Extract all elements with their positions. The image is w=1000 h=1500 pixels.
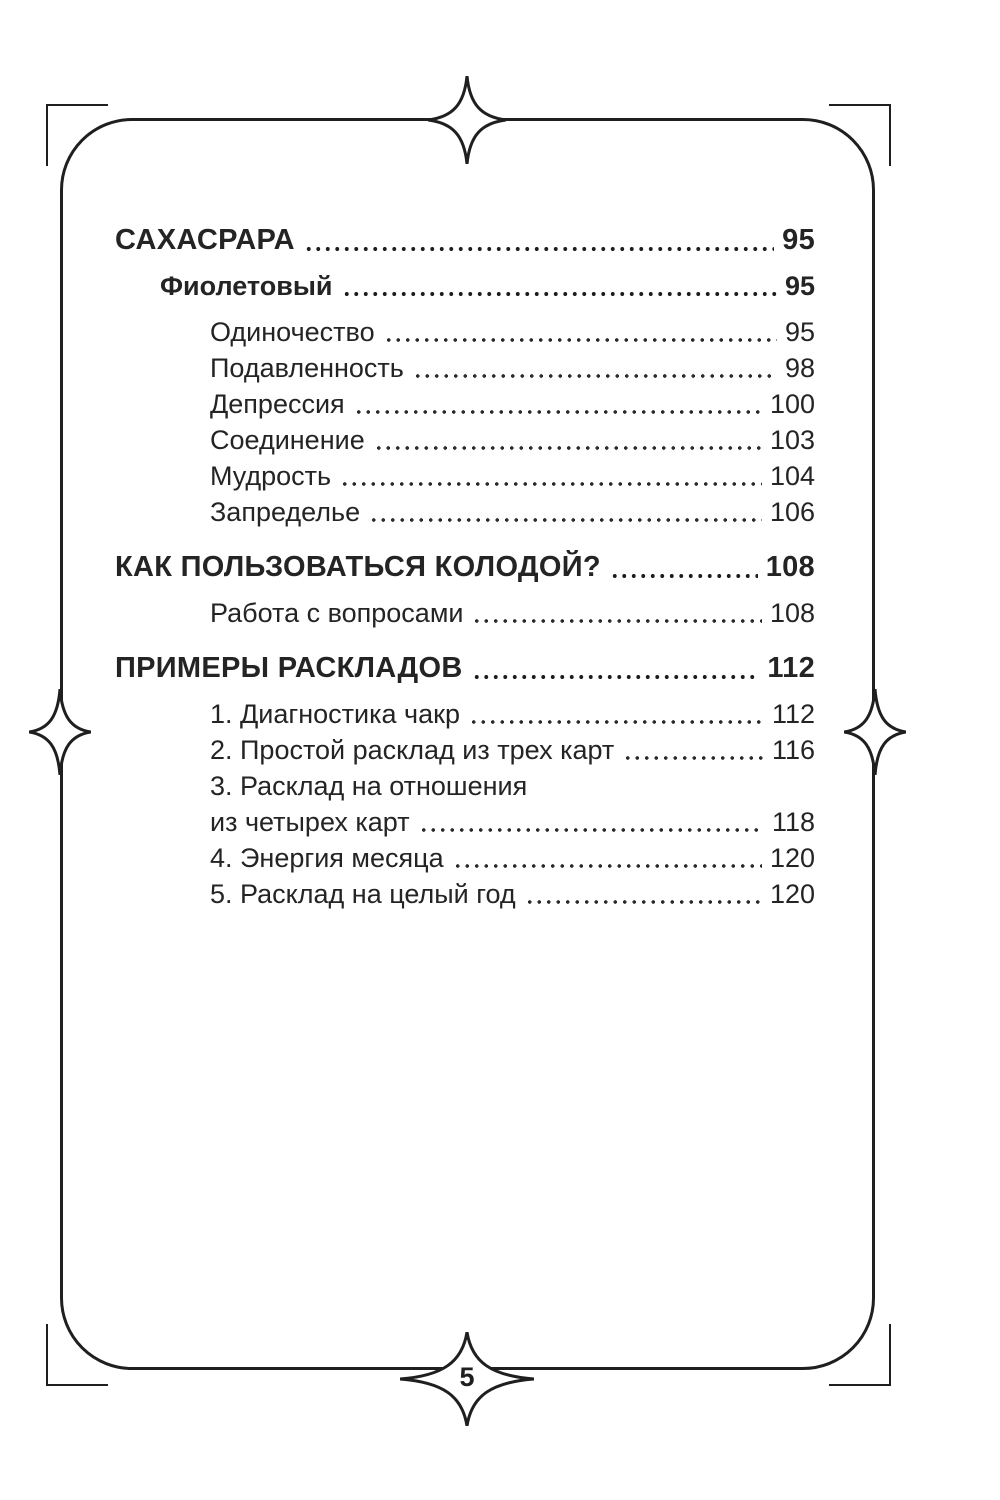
toc-entry-page: 108 (765, 551, 815, 583)
toc-entry (115, 422, 815, 458)
corner-bracket-bottom-left-icon (46, 1324, 108, 1386)
toc-entry-title: 1. Диагностика чакр (210, 699, 460, 729)
toc-entry-title: Подавленность (210, 353, 404, 383)
toc-leader-dots (367, 494, 762, 523)
toc-entry (115, 696, 815, 732)
toc-entry-title: САХАСРАРА (115, 224, 295, 256)
sparkle-top-icon (428, 76, 506, 164)
toc-entry (115, 268, 815, 304)
toc-entry-title: 5. Расклад на целый год (210, 879, 516, 909)
toc-leader-dots (451, 840, 762, 869)
toc-leader-dots (382, 314, 777, 343)
toc-leader-dots (621, 732, 764, 761)
toc-entry-title: Работа с вопросами (210, 598, 464, 628)
toc-entry (115, 595, 815, 631)
toc-entry (115, 768, 815, 804)
toc-entry (115, 350, 815, 386)
sparkle-right-icon (844, 689, 906, 775)
toc-entry (115, 314, 815, 350)
toc-entry (115, 494, 815, 530)
toc-entry (115, 386, 815, 422)
corner-bracket-top-right-icon (829, 104, 891, 166)
toc-leader-dots (340, 268, 777, 297)
toc-entry-page: 106 (769, 497, 815, 527)
toc-entry-title: Запределье (210, 497, 361, 527)
toc-leader-dots (352, 386, 762, 415)
toc-entry-title: 2. Простой расклад из трех карт (210, 735, 615, 765)
toc-entry-title: из четырех карт (210, 807, 410, 837)
toc-entry-title: Фиолетовый (160, 271, 333, 301)
toc-entry-title: ПРИМЕРЫ РАСКЛАДОВ (115, 652, 463, 684)
toc-entry (115, 220, 815, 260)
toc-entry-page: 120 (769, 879, 815, 909)
toc-entry (115, 732, 815, 768)
toc-leader-dots (338, 458, 762, 487)
toc-entry-title: 4. Энергия месяца (210, 843, 444, 873)
table-of-contents (115, 220, 815, 912)
toc-entry-page: 108 (769, 598, 815, 628)
toc-entry (115, 804, 815, 840)
toc-leader-dots (372, 422, 762, 451)
toc-entry-page: 104 (769, 461, 815, 491)
toc-leader-dots (608, 547, 758, 579)
toc-entry-title: 3. Расклад на отношения (210, 771, 528, 801)
toc-entry-title: Одиночество (210, 317, 375, 347)
toc-entry (115, 547, 815, 587)
toc-entry-page: 116 (771, 735, 815, 765)
toc-leader-dots (302, 220, 774, 252)
toc-entry (115, 648, 815, 688)
toc-entry-page: 100 (769, 389, 815, 419)
toc-leader-dots (467, 696, 764, 725)
toc-leader-dots (470, 595, 761, 624)
toc-entry (115, 840, 815, 876)
toc-entry-page: 95 (784, 271, 815, 301)
toc-entry-page: 103 (769, 425, 815, 455)
toc-entry-page: 95 (782, 224, 815, 256)
toc-entry-title: КАК ПОЛЬЗОВАТЬСЯ КОЛОДОЙ? (115, 551, 601, 583)
toc-entry (115, 876, 815, 912)
toc-entry (115, 458, 815, 494)
toc-entry-page: 98 (784, 353, 815, 383)
toc-entry-title: Мудрость (210, 461, 332, 491)
toc-entry-title: Депрессия (210, 389, 345, 419)
corner-bracket-bottom-right-icon (829, 1324, 891, 1386)
corner-bracket-top-left-icon (46, 104, 108, 166)
toc-leader-dots (411, 350, 777, 379)
toc-leader-dots (417, 804, 764, 833)
toc-entry-page: 112 (771, 699, 815, 729)
toc-leader-dots (470, 648, 760, 680)
toc-entry-page: 120 (769, 843, 815, 873)
page-number: 5 (459, 1362, 475, 1392)
sparkle-left-icon (29, 689, 91, 775)
toc-entry-page: 112 (767, 652, 815, 684)
toc-entry-page: 118 (771, 807, 815, 837)
toc-entry-page: 95 (784, 317, 815, 347)
toc-entry-title: Соединение (210, 425, 365, 455)
toc-leader-dots (523, 876, 762, 905)
